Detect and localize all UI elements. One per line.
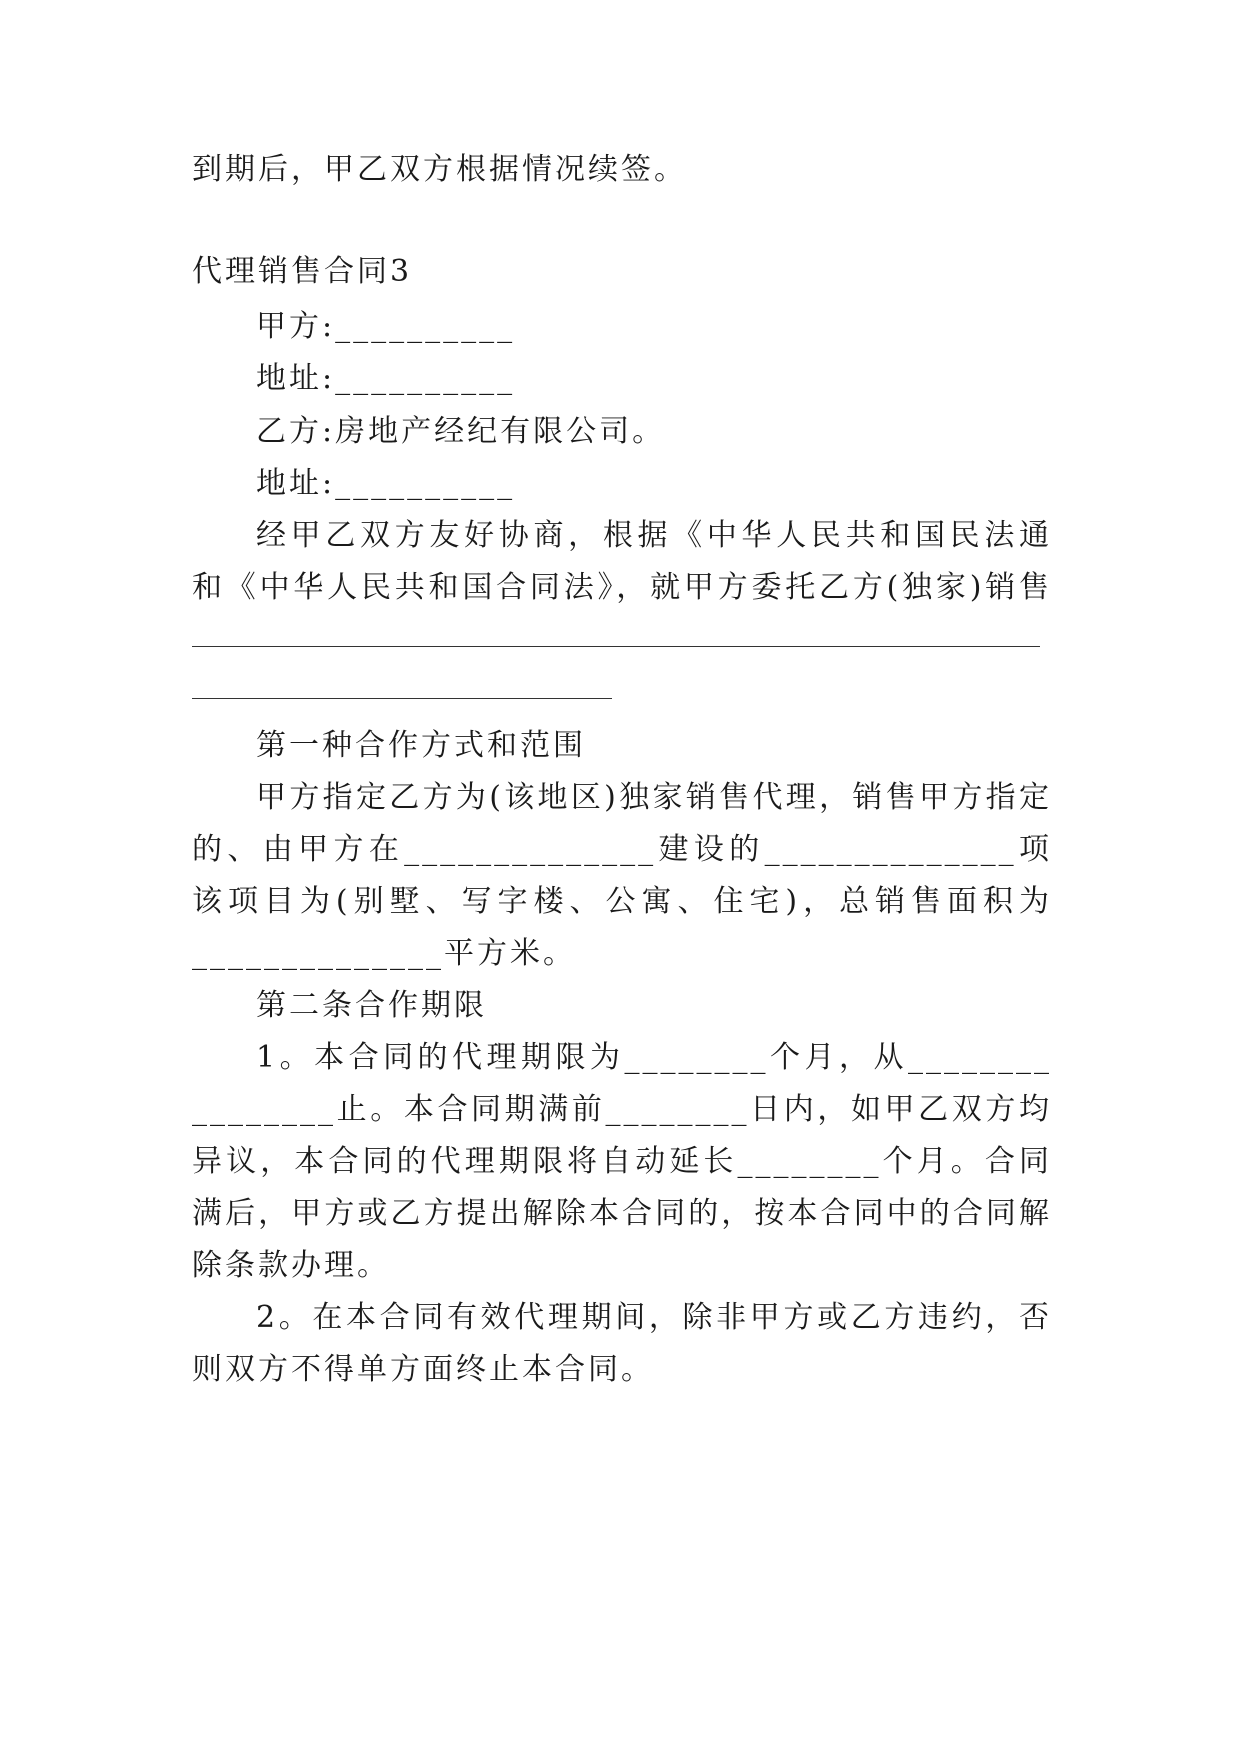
contract-title: 代理销售合同3 [192, 254, 413, 289]
text-line: 1。本合同的代理期限为________个月，从________ [256, 1040, 1052, 1075]
section-heading: 第二条合作期限 [256, 988, 487, 1023]
address-a-line: 地址:__________ [256, 361, 516, 396]
text-line: 甲方指定乙方为(该地区)独家销售代理，销售甲方指定 [256, 780, 1052, 815]
text-line: 的、由甲方在______________建设的______________项 [192, 832, 1052, 867]
section-heading: 第一种合作方式和范围 [256, 728, 586, 763]
text-line: 到期后，甲乙双方根据情况续签。 [192, 152, 687, 187]
text-line: 和《中华人民共和国合同法》，就甲方委托乙方(独家)销售 [192, 570, 1052, 605]
text-line: 满后，甲方或乙方提出解除本合同的，按本合同中的合同解 [192, 1196, 1052, 1231]
text-line: ______________平方米。 [192, 936, 576, 971]
party-b-line: 乙方:房地产经纪有限公司。 [256, 414, 666, 449]
text-line: 2。在本合同有效代理期间，除非甲方或乙方违约，否 [256, 1300, 1052, 1335]
text-line: 该项目为(别墅、写字楼、公寓、住宅)，总销售面积为 [192, 884, 1052, 919]
text-line: 异议，本合同的代理期限将自动延长________个月。合同 [192, 1144, 1052, 1179]
address-b-line: 地址:__________ [256, 466, 516, 501]
text-line: 除条款办理。 [192, 1248, 390, 1283]
text-line: 则双方不得单方面终止本合同。 [192, 1352, 654, 1387]
text-line: ________止。本合同期满前________日内，如甲乙双方均 [192, 1092, 1052, 1127]
text-line: 经甲乙双方友好协商，根据《中华人民共和国民法通 [256, 518, 1052, 553]
blank-rule [192, 698, 612, 699]
party-a-line: 甲方:__________ [256, 309, 516, 344]
blank-rule [192, 646, 1040, 647]
